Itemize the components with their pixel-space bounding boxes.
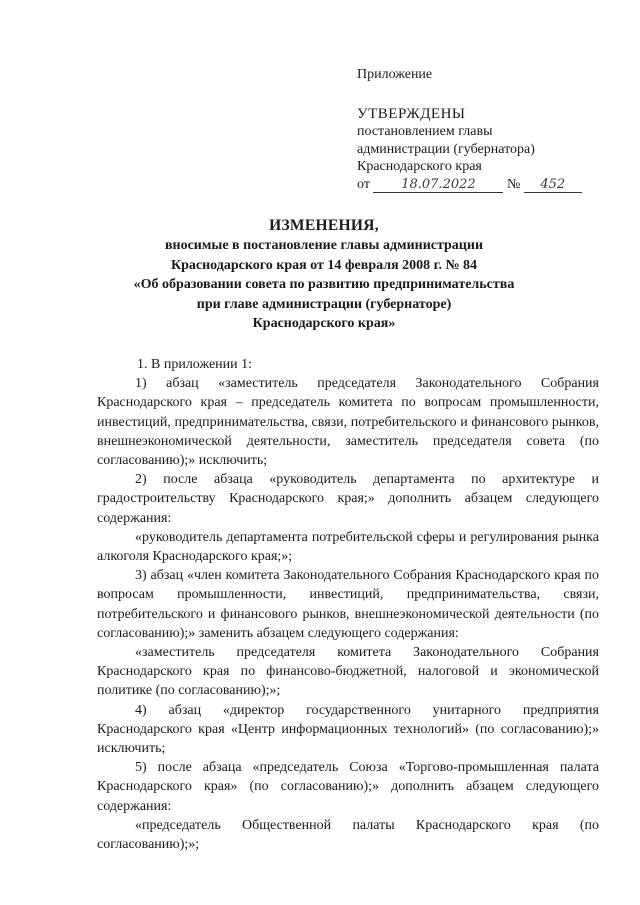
approved-label: УТВЕРЖДЕНЫ <box>357 105 466 122</box>
handwritten-date: 18.07.2022 <box>373 177 503 193</box>
approval-block <box>357 66 617 193</box>
approval-line-1: постановлением главы <box>357 124 493 139</box>
paragraph-quote-3: «заместитель председателя комитета Законодательного Собрания Краснодарского края по финансово-бюджетной, налоговой и экономической политике (по согласованию);»; <box>97 645 599 699</box>
document-title <box>100 216 548 334</box>
paragraph-item-1: 1. В приложении 1: <box>137 357 253 372</box>
document-body <box>97 355 599 854</box>
number-label: № <box>506 176 521 192</box>
title-line-5: Краснодарского края» <box>252 316 396 331</box>
title-line-2: Краснодарского края от 14 февраля 2008 г. № 84 <box>170 257 478 273</box>
title-line-3: «Об образовании совета по развитию предпринимательства <box>133 277 515 292</box>
paragraph-quote-2: «руководитель департамента потребительской сферы и регулирования рынка алкоголя Краснодарского края;»; <box>97 529 599 565</box>
title-line-4: при главе администрации (губернаторе) <box>196 296 452 312</box>
paragraph-subitem-3: 3) абзац «член комитета Законодательного Собрания Краснодарского края по вопросам промышленности, инвестиций, предпринимательства, связи, потребительского и финансового рынков, внешнеэкономической деятельности (по согласованию);» заменить абзацем следующего содержания: <box>97 568 599 641</box>
paragraph-subitem-4: 4) абзац «директор государственного унитарного предприятия Краснодарского края «Центр информационных технологий» (по согласованию);» исключить; <box>97 702 599 757</box>
from-label: от <box>357 176 370 192</box>
approval-date-line <box>357 176 617 194</box>
paragraph-subitem-2: 2) после абзаца «руководитель департамента по архитектуре и градостроительству Краснодарского края;» дополнить абзацем следующего содержания: <box>97 472 599 526</box>
paragraph-subitem-1: 1) абзац «заместитель председателя Законодательного Собрания Краснодарского края – председатель комитета по вопросам промышленности, инвестиций, предпринимательства, связи, потребительского и финансового рынков, внешнеэкономической деятельности, заместитель председателя совета (по согласованию);» исключить; <box>97 376 599 469</box>
title-line-1: вносимые в постановление главы администрации <box>164 238 484 253</box>
approval-line-3: Краснодарского края <box>357 159 482 174</box>
appendix-label: Приложение <box>357 67 433 82</box>
title-heading: ИЗМЕНЕНИЯ, <box>269 217 379 234</box>
paragraph-quote-5: «председатель Общественной палаты Краснодарского края (по согласованию);»; <box>97 817 599 853</box>
approval-line-2: администрации (губернатора) <box>357 141 535 157</box>
paragraph-subitem-5: 5) после абзаца «председатель Союза «Торгово-промышленная палата Краснодарского края» (по согласованию);» дополнить абзацем следующего содержания: <box>97 760 599 814</box>
handwritten-number: 452 <box>524 177 582 193</box>
